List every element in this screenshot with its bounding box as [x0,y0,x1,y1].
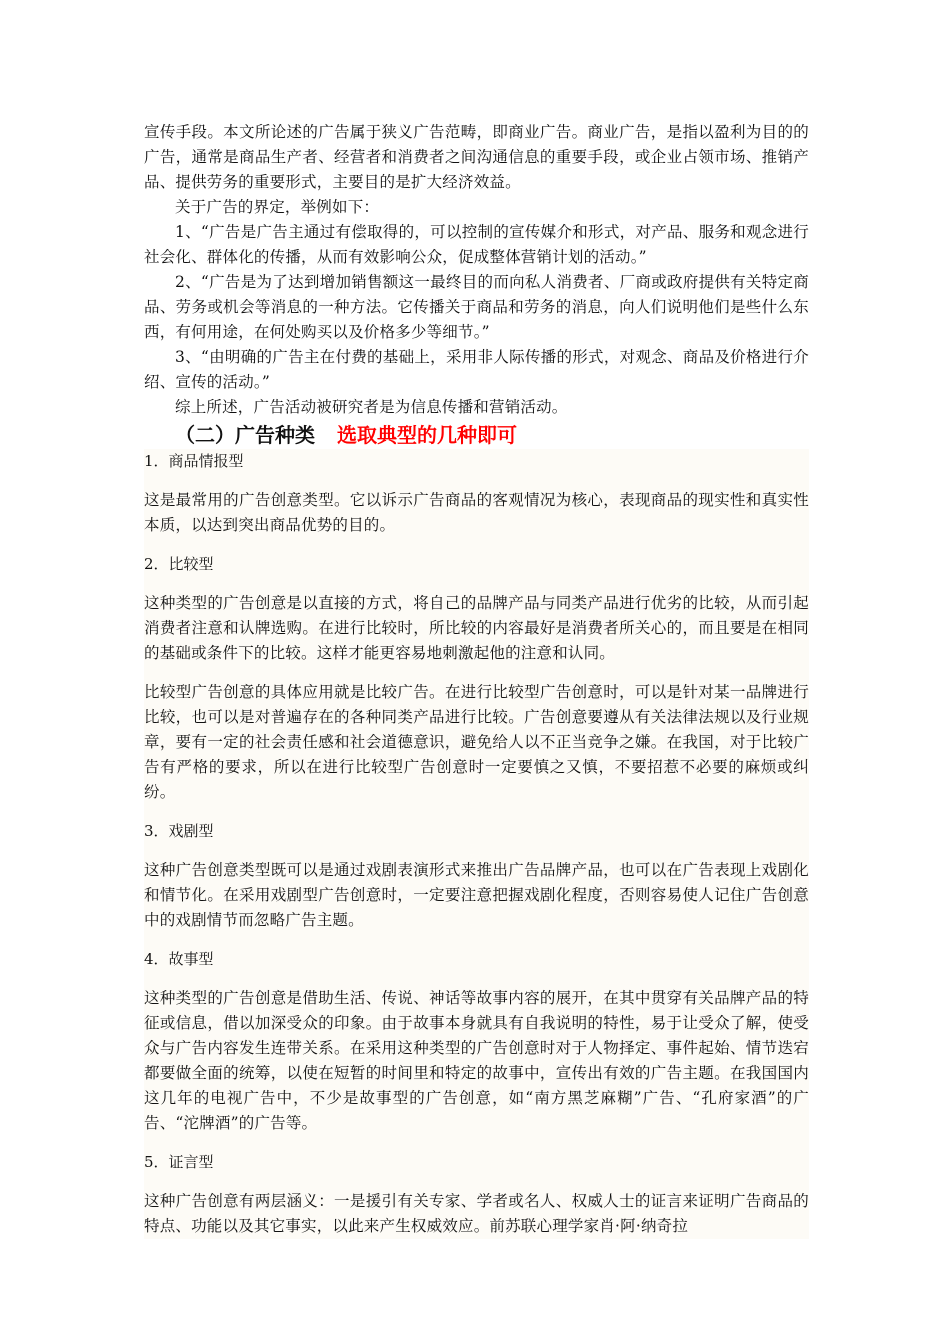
type-title: 1．商品情报型 [144,452,244,470]
editor-note: 选取典型的几种即可 [337,423,517,447]
document-page [144,120,809,1239]
type-title: 5．证言型 [144,1153,214,1171]
type-body: 这种广告创意有两层涵义：一是援引有关专家、学者或名人、权威人士的证言来证明广告商品的特点、功能以及其它事实，以此来产生权威效应。前苏联心理学家肖·阿·纳奇拉 [144,1192,809,1235]
type-title: 2．比较型 [144,555,214,573]
type-body: 这是最常用的广告创意类型。它以诉示广告商品的客观情况为核心，表现商品的现实性和真实性本质，以达到突出商品优势的目的。 [144,491,809,534]
definition-item: 1、“广告是广告主通过有偿取得的，可以控制的宣传媒介和形式，对产品、服务和观念进行社会化、群体化的传播，从而有效影响公众，促成整体营销计划的活动。” [144,223,809,266]
section-heading [144,421,809,449]
type-title: 4．故事型 [144,950,214,968]
type-title: 3．戏剧型 [144,822,214,840]
type-body: 这种广告创意类型既可以是通过戏剧表演形式来推出广告品牌产品，也可以在广告表现上戏剧化和情节化。在采用戏剧型广告创意时，一定要注意把握戏剧化程度，否则容易使人记住广告创意中的戏剧情节而忽略广告主题。 [144,861,809,929]
definition-item: 2、“广告是为了达到增加销售额这一最终目的而向私人消费者、厂商或政府提供有关特定商品、劳务或机会等消息的一种方法。它传播关于商品和劳务的消息，向人们说明他们是些什么东西，有何用途，在何处购买以及价格多少等细节。” [144,273,809,341]
intro-paragraph: 关于广告的界定，举例如下： [175,198,380,216]
section-title: （二）广告种类 [175,423,315,447]
definition-item: 3、“由明确的广告主在付费的基础上，采用非人际传播的形式，对观念、商品及价格进行介绍、宣传的活动。” [144,348,809,391]
ad-types-list [144,449,809,1239]
type-body: 这种类型的广告创意是借助生活、传说、神话等故事内容的展开，在其中贯穿有关品牌产品的特征或信息，借以加深受众的印象。由于故事本身就具有自我说明的特性，易于让受众了解，使受众与广告内容发生连带关系。在采用这种类型的广告创意时对于人物择定、事件起始、情节迭宕都要做全面的统筹，以使在短暂的时间里和特定的故事中，宣传出有效的广告主题。在我国国内这几年的电视广告中，不少是故事型的广告创意，如“南方黑芝麻糊”广告、“孔府家酒”的广告、“沱牌酒”的广告等。 [144,989,809,1132]
summary-paragraph: 综上所述，广告活动被研究者是为信息传播和营销活动。 [175,398,568,416]
intro-paragraph: 宣传手段。本文所论述的广告属于狭义广告范畴，即商业广告。商业广告，是指以盈利为目的的广告，通常是商品生产者、经营者和消费者之间沟通信息的重要手段，或企业占领市场、推销产品、提供劳务的重要形式，主要目的是扩大经济效益。 [144,123,809,191]
type-body: 这种类型的广告创意是以直接的方式，将自己的品牌产品与同类产品进行优劣的比较，从而引起消费者注意和认牌选购。在进行比较时，所比较的内容最好是消费者所关心的，而且要是在相同的基础或条件下的比较。这样才能更容易地刺激起他的注意和认同。 [144,594,809,662]
type-body: 比较型广告创意的具体应用就是比较广告。在进行比较型广告创意时，可以是针对某一品牌进行比较，也可以是对普遍存在的各种同类产品进行比较。广告创意要遵从有关法律法规以及行业规章，要有一定的社会责任感和社会道德意识，避免给人以不正当竞争之嫌。在我国，对于比较广告有严格的要求，所以在进行比较型广告创意时一定要慎之又慎，不要招惹不必要的麻烦或纠纷。 [144,683,809,801]
